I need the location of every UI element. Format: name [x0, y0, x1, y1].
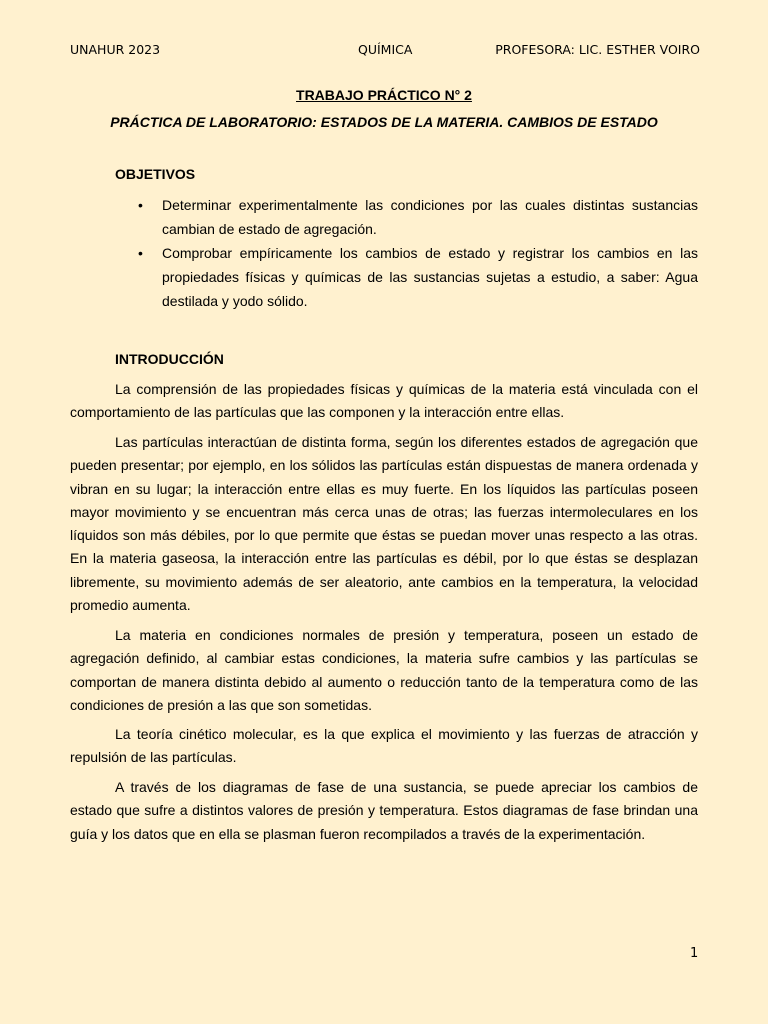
- objectives-heading: OBJETIVOS: [115, 166, 196, 182]
- intro-paragraph: La comprensión de las propiedades físicas y químicas de la materia está vinculada con el comportamiento de las partículas que las componen y la interacción entre ellas.: [70, 381, 698, 421]
- document-subtitle: PRÁCTICA DE LABORATORIO: ESTADOS DE LA MATERIA. CAMBIOS DE ESTADO: [110, 114, 658, 130]
- list-item: [70, 241, 698, 313]
- list-item: [70, 193, 698, 241]
- header-subject: QUÍMICA: [358, 42, 413, 57]
- header-institution: UNAHUR 2023: [70, 42, 161, 57]
- bullet-icon: •: [138, 245, 143, 261]
- bullet-icon: •: [138, 197, 143, 213]
- objective-text: Determinar experimentalmente las condiciones por las cuales distintas sustancias cambian de estado de agregación.: [162, 197, 698, 237]
- introduction-heading: INTRODUCCIÓN: [115, 351, 224, 367]
- intro-paragraph: Las partículas interactúan de distinta forma, según los diferentes estados de agregación que pueden presentar; por ejemplo, en los sólidos las partículas están dispuestas de manera ordenada y vibran en su lugar; la interacción entre ellas es muy fuerte. En los líquidos las partículas poseen mayor movimiento y se encuentran más cerca unas de otras; las fuerzas intermoleculares en los líquidos son más débiles, por lo que permite que éstas se puedan mover unas respecto a las otras. En la materia gaseosa, la interacción entre las partículas es débil, por lo que éstas se desplazan libremente, su movimiento además de ser aleatorio, ante cambios en la temperatura, la velocidad promedio aumenta.: [70, 434, 698, 614]
- objective-text: Comprobar empíricamente los cambios de estado y registrar los cambios en las propiedades físicas y químicas de las sustancias sujetas a estudio, a saber: Agua destilada y yodo sólido.: [162, 245, 698, 309]
- intro-paragraph: La teoría cinético molecular, es la que explica el movimiento y las fuerzas de atracción y repulsión de las partículas.: [70, 726, 698, 766]
- document-title: TRABAJO PRÁCTICO N° 2: [296, 87, 472, 103]
- page-header: [70, 42, 700, 62]
- intro-paragraph: A través de los diagramas de fase de una sustancia, se puede apreciar los cambios de estado que sufre a distintos valores de presión y temperatura. Estos diagramas de fase brindan una guía y los datos que en ella se plasman fueron recompilados a través de la experimentación.: [70, 779, 698, 842]
- page-number: 1: [690, 946, 699, 961]
- header-professor: PROFESORA: LIC. ESTHER VOIRO: [495, 42, 700, 57]
- objectives-list: [70, 193, 698, 313]
- intro-paragraph: La materia en condiciones normales de presión y temperatura, poseen un estado de agregación definido, al cambiar estas condiciones, la materia sufre cambios y las partículas se comportan de manera distinta debido al aumento o reducción tanto de la temperatura como de las condiciones de presión a las que son sometidas.: [70, 627, 698, 713]
